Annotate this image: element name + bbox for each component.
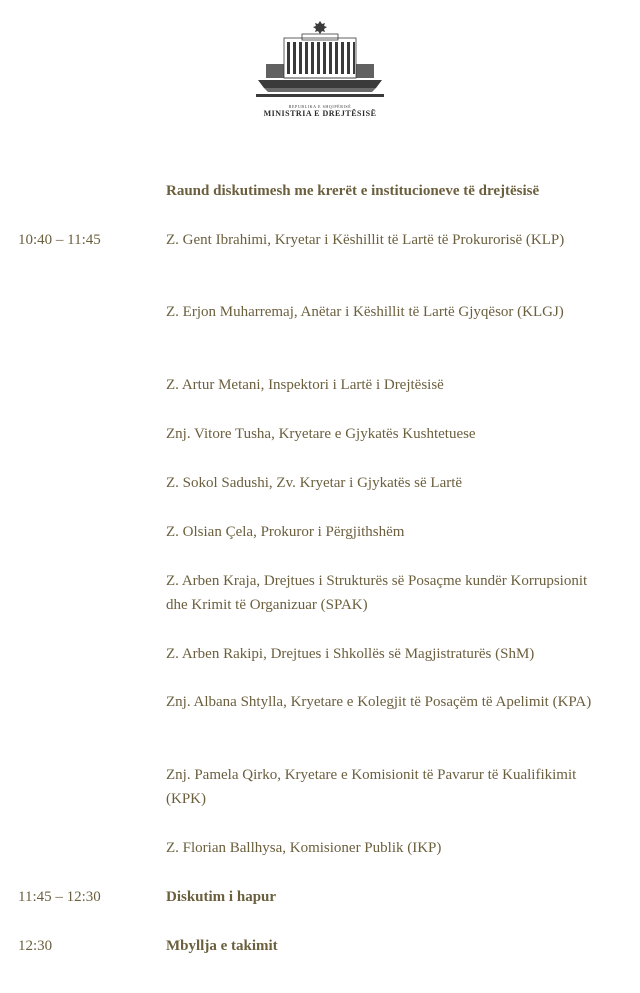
speaker-item: Znj. Pamela Qirko, Kryetare e Komisionit të Pavarur të Kualifikimit (KPK) xyxy=(166,767,577,807)
agenda-item: Diskutim i hapur xyxy=(166,889,277,905)
speaker-item: Z. Arben Rakipi, Drejtues i Shkollës së Magjistraturës (ShM) xyxy=(166,646,535,662)
speaker-item: Z. Sokol Sadushi, Zv. Kryetar i Gjykatës së Lartë xyxy=(166,475,463,491)
ministry-logo xyxy=(252,18,388,120)
speaker-item: Znj. Vitore Tusha, Kryetare e Gjykatës Kushtetuese xyxy=(166,426,476,442)
logo-subtitle: REPUBLIKA E SHQIPËRISË xyxy=(288,104,352,109)
speaker-item: Z. Erjon Muharremaj, Anëtar i Këshillit të Lartë Gjyqësor (KLGJ) xyxy=(166,304,564,320)
time-slot: 11:45 – 12:30 xyxy=(18,889,101,905)
time-slot: 10:40 – 11:45 xyxy=(18,232,101,248)
agenda-item: Mbyllja e takimit xyxy=(166,938,278,954)
speaker-item: Z. Gent Ibrahimi, Kryetar i Këshillit të Lartë të Prokurorisë (KLP) xyxy=(166,232,565,248)
logo-title: MINISTRIA E DREJTËSISË xyxy=(263,109,377,118)
speaker-item: Z. Artur Metani, Inspektori i Lartë i Drejtësisë xyxy=(166,377,444,393)
building-icon xyxy=(252,18,388,104)
agenda-heading: Raund diskutimesh me krerët e institucioneve të drejtësisë xyxy=(166,183,540,199)
speaker-item: Z. Arben Kraja, Drejtues i Strukturës së Posaçme kundër Korrupsionit dhe Krimit të Organizuar (SPAK) xyxy=(166,573,588,613)
time-slot: 12:30 xyxy=(18,938,53,954)
speaker-item: Z. Olsian Çela, Prokuror i Përgjithshëm xyxy=(166,524,405,540)
speaker-item: Znj. Albana Shtylla, Kryetare e Kolegjit të Posaçëm të Apelimit (KPA) xyxy=(166,694,592,710)
speaker-item: Z. Florian Ballhysa, Komisioner Publik (IKP) xyxy=(166,840,442,856)
